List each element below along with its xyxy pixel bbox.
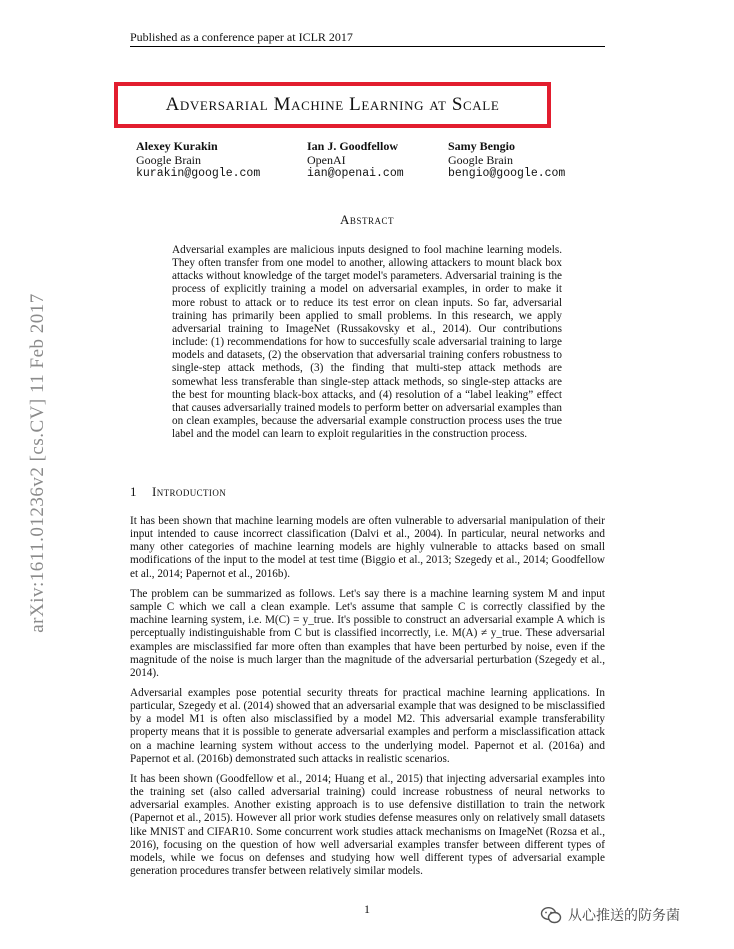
page-number: 1 (364, 902, 370, 916)
arxiv-stamp-text: arXiv:1611.01236v2 [cs.CV] 11 Feb 2017 (27, 293, 49, 633)
body-paragraph: The problem can be summarized as follows. Let's say there is a machine learning system M and input sample C which we call a clean example. Let's assume that sample C is correctly classified by the machine learning system, i.e. M(C) = y_true. It's possible to construct an adversarial example A which is perceptually indistinguishable from C but is classified incorrectly, i.e. M(A) ≠ y_true. These adversarial examples are misclassified far more often than examples that have been perturbed by noise, even if the magnitude of the noise is much larger than the magnitude of the adversarial perturbation (Szegedy et al., 2014). (130, 588, 605, 679)
header-rule (130, 46, 605, 47)
author-affiliation: Google Brain (448, 152, 513, 167)
abstract-text: Adversarial examples are malicious inputs designed to fool machine learning models. They often transfer from one model to another, allowing attackers to mount black box attacks without knowledge of the target model's parameters. Adversarial training is the process of explicitly training a model on adversarial examples, in order to make it more robust to attack or to reduce its test error on clean inputs. So far, adversarial training has primarily been applied to small problems. In this research, we apply adversarial training to ImageNet (Russakovsky et al., 2014). Our contributions include: (1) recommendations for how to succesfully scale adversarial training to large models and datasets, (2) the observation that adversarial training confers robustness to single-step attack methods, (3) the finding that multi-step attack methods are somewhat less transferable than single-step attack methods, so single-step attacks are the best for mounting black-box attacks, and (4) resolution of a “label leaking” effect that causes adversarially trained models to perform better on adversarial examples than on clean examples, because the adversarial example construction process uses the true label and the model can learn to exploit regularities in the construction process. (172, 244, 562, 441)
wechat-icon (540, 906, 562, 924)
author-name: Ian J. Goodfellow (307, 139, 399, 153)
body-paragraph: Adversarial examples pose potential security threats for practical machine learning applications. In particular, Szegedy et al. (2014) showed that an adversarial example that was designed to be misclassified by a model M1 is often also misclassified by a model M2. This adversarial example transferability property means that it is possible to generate adversarial examples and perform a misclassification attack on a machine learning system without access to the underlying model. Papernot et al. (2016a) and Papernot et al. (2016b) demonstrated such attacks in realistic scenarios. (130, 687, 605, 765)
author-email[interactable]: bengio@google.com (448, 167, 566, 180)
title-highlight-box (114, 82, 551, 128)
section-title: Introduction (152, 484, 227, 499)
arxiv-stamp (18, 253, 58, 673)
author-block (448, 140, 565, 181)
author-email[interactable]: kurakin@google.com (136, 167, 261, 180)
author-email[interactable]: ian@openai.com (307, 167, 404, 180)
body-paragraph: It has been shown that machine learning models are often vulnerable to adversarial manipulation of their input intended to cause incorrect classification (Dalvi et al., 2004). In particular, neural networks and many other categories of machine learning models are highly vulnerable to attacks based on small modifications of the input to the model at test time (Biggio et al., 2013; Szegedy et al., 2014; Goodfellow et al., 2014; Papernot et al., 2016b). (130, 515, 605, 580)
author-block (136, 140, 260, 181)
running-header: Published as a conference paper at ICLR 2017 (130, 30, 353, 44)
section-number: 1 (130, 484, 137, 499)
author-name: Alexey Kurakin (136, 139, 218, 153)
abstract-heading: Abstract (340, 212, 394, 227)
author-name: Samy Bengio (448, 139, 516, 153)
author-block (307, 140, 404, 181)
watermark-text: 从心推送的防务菌 (568, 908, 680, 924)
author-affiliation: OpenAI (307, 152, 346, 167)
section-heading (130, 484, 226, 500)
author-affiliation: Google Brain (136, 152, 201, 167)
paper-title: Adversarial Machine Learning at Scale (165, 94, 500, 115)
body-paragraph: It has been shown (Goodfellow et al., 2014; Huang et al., 2015) that injecting adversarial examples into the training set (also called adversarial training) could increase robustness of neural networks to adversarial examples. Another existing approach is to use defensive distillation to train the network (Papernot et al., 2015). However all prior work studies defense measures only on relatively small datasets like MNIST and CIFAR10. Some concurrent work studies attack mechanisms on ImageNet (Rozsa et al., 2016), focusing on the question of how well adversarial examples transfer between different types of models, while we focus on defenses and studying how well different types of adversarial example generation procedures transfer between relatively similar models. (130, 773, 605, 878)
watermark (540, 905, 680, 925)
